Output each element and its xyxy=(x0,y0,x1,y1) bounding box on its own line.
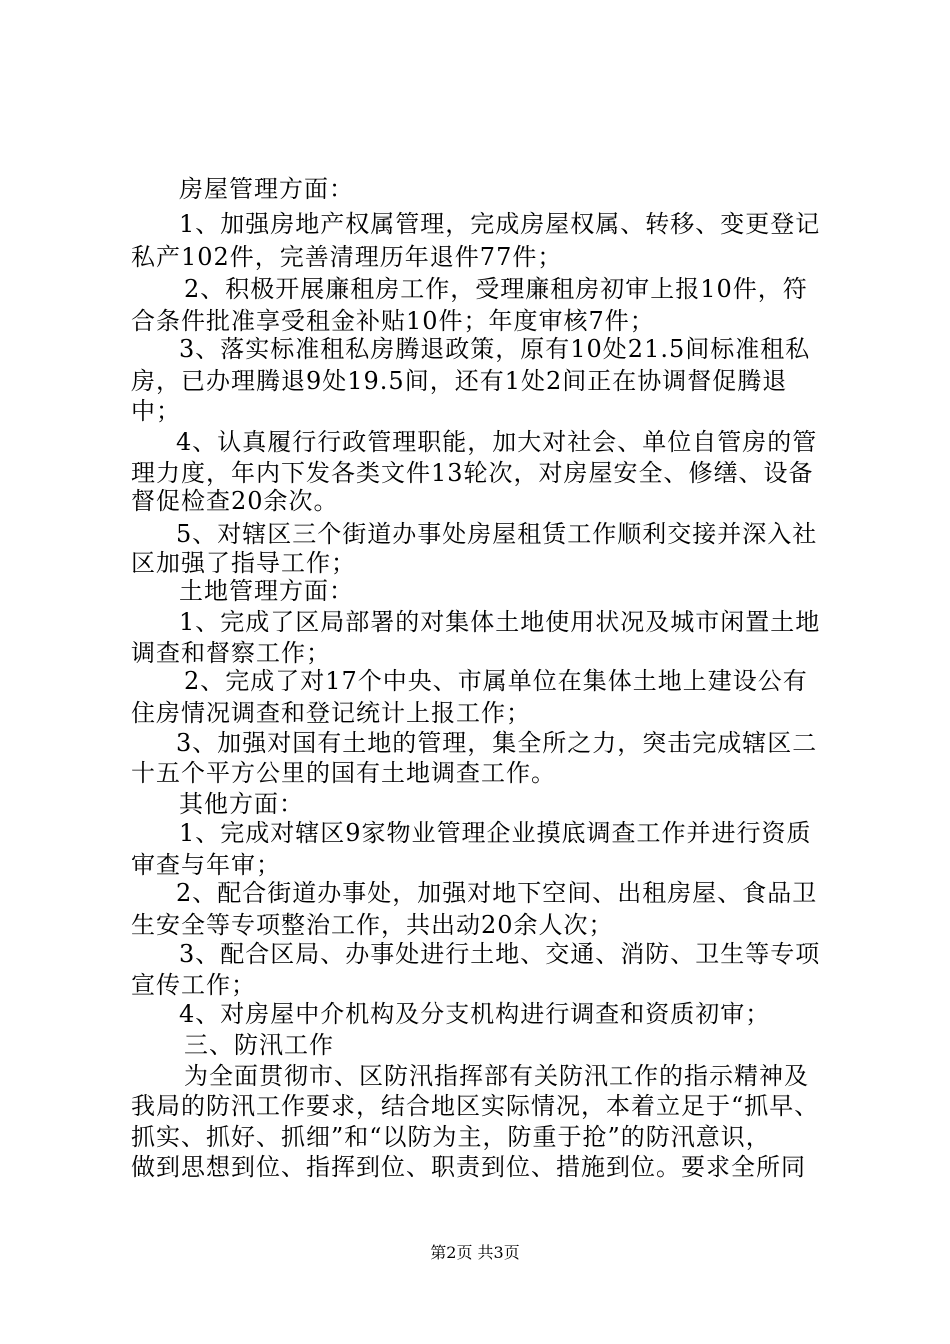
text-line: 十五个平方公里的国有土地调查工作。 xyxy=(131,759,556,787)
text-line: 4、对房屋中介机构及分支机构进行调查和资质初审； xyxy=(179,1000,771,1028)
text-line: 3、落实标准租私房腾退政策，原有10处21.5间标准租私 xyxy=(179,335,811,363)
text-line: 5、对辖区三个街道办事处房屋租赁工作顺利交接并深入社 xyxy=(176,520,818,548)
text-line: 区加强了指导工作； xyxy=(131,549,356,577)
text-line: 3、配合区局、办事处进行土地、交通、消防、卫生等专项 xyxy=(179,940,821,968)
text-line: 1、加强房地产权属管理，完成房屋权属、转移、变更登记 xyxy=(179,210,821,238)
text-line: 宣传工作； xyxy=(131,971,256,999)
text-line: 其他方面： xyxy=(179,790,304,818)
text-line: 中； xyxy=(131,397,181,425)
text-line: 合条件批准享受租金补贴10件；年度审核7件； xyxy=(131,307,655,335)
text-line: 为全面贯彻市、区防汛指挥部有关防汛工作的指示精神及 xyxy=(184,1062,809,1090)
text-line: 1、完成了区局部署的对集体土地使用状况及城市闲置土地 xyxy=(179,608,821,636)
section-heading: 三、防汛工作 xyxy=(184,1031,334,1059)
text-line: 土地管理方面： xyxy=(179,577,354,605)
text-line: 住房情况调查和登记统计上报工作； xyxy=(131,699,531,727)
text-line: 审查与年审； xyxy=(131,851,281,879)
text-line: 房，已办理腾退9处19.5间，还有1处2间正在协调督促腾退 xyxy=(131,367,788,395)
text-line: 督促检查20余次。 xyxy=(131,487,339,515)
text-line: 私产102件，完善清理历年退件77件； xyxy=(131,243,563,271)
text-line: 2、积极开展廉租房工作，受理廉租房初审上报10件，符 xyxy=(184,275,808,303)
text-line: 3、加强对国有土地的管理，集全所之力，突击完成辖区二 xyxy=(176,729,818,757)
text-line: 做到思想到位、指挥到位、职责到位、措施到位。要求全所同 xyxy=(131,1153,806,1181)
page-number: 第2页 共3页 xyxy=(430,1243,520,1262)
text-line: 生安全等专项整治工作，共出动20余人次； xyxy=(131,911,614,939)
text-line: 4、认真履行行政管理职能，加大对社会、单位自管房的管 xyxy=(176,428,818,456)
text-line: 调查和督察工作； xyxy=(131,639,331,667)
text-line: 房屋管理方面： xyxy=(179,175,354,203)
text-line: 2、完成了对17个中央、市属单位在集体土地上建设公有 xyxy=(184,667,808,695)
text-line: 2、配合街道办事处，加强对地下空间、出租房屋、食品卫 xyxy=(176,879,818,907)
text-line: 理力度，年内下发各类文件13轮次，对房屋安全、修缮、设备 xyxy=(131,459,814,487)
text-line: 抓实、抓好、抓细”和“以防为主，防重于抢”的防汛意识， xyxy=(131,1123,771,1151)
text-line: 1、完成对辖区9家物业管理企业摸底调查工作并进行资质 xyxy=(179,819,812,847)
text-line: 我局的防汛工作要求，结合地区实际情况，本着立足于“抓早、 xyxy=(131,1092,820,1120)
